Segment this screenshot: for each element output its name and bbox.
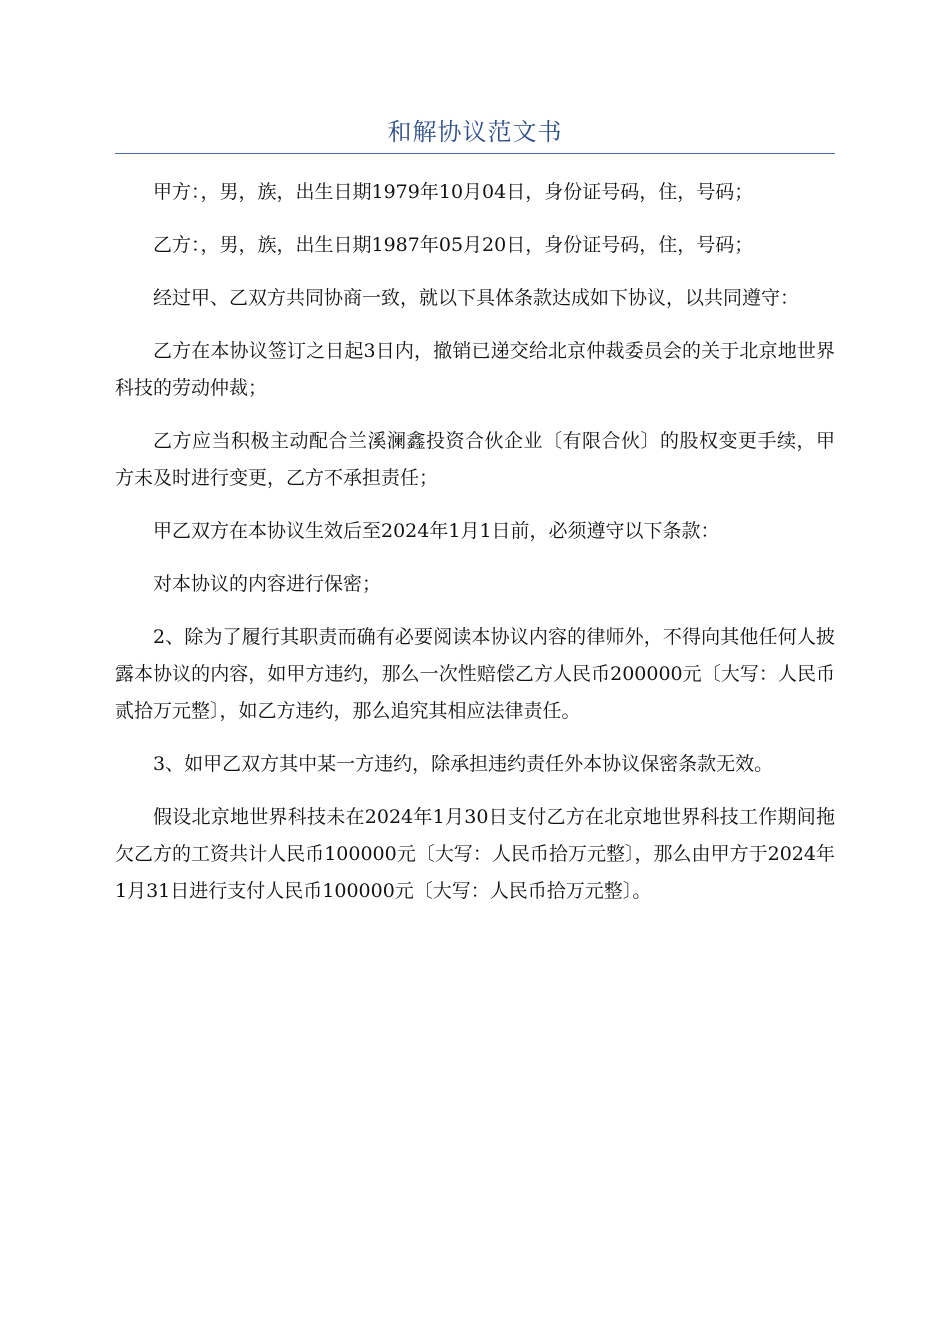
clause-paragraph: 乙方应当积极主动配合兰溪澜鑫投资合伙企业〔有限合伙〕的股权变更手续，甲方未及时进行变更，乙方不承担责任； bbox=[115, 430, 835, 489]
title-divider bbox=[115, 153, 835, 154]
clause-paragraph: 甲乙双方在本协议生效后至2024年1月1日前，必须遵守以下条款： bbox=[153, 520, 720, 542]
clause-paragraph: 2、除为了履行其职责而确有必要阅读本协议内容的律师外，不得向其他任何人披露本协议的内容，如甲方违约，那么一次性赔偿乙方人民币200000元〔大写：人民币贰拾万元整〕，如乙方违约，那么追究其相应法律责任。 bbox=[115, 626, 835, 722]
clause-paragraph: 对本协议的内容进行保密； bbox=[153, 573, 382, 595]
clause-paragraph: 3、如甲乙双方其中某一方违约，除承担违约责任外本协议保密条款无效。 bbox=[153, 753, 774, 775]
document-title: 和解协议范文书 bbox=[387, 118, 563, 146]
agreement-intro-paragraph: 经过甲、乙双方共同协商一致，就以下具体条款达成如下协议，以共同遵守： bbox=[153, 287, 800, 309]
clause-paragraph: 乙方在本协议签订之日起3日内，撤销已递交给北京仲裁委员会的关于北京地世界科技的劳动仲裁； bbox=[115, 340, 835, 399]
party-b-paragraph: 乙方：，男，族，出生日期1987年05月20日，身份证号码，住，号码； bbox=[153, 234, 754, 256]
clause-paragraph: 假设北京地世界科技未在2024年1月30日支付乙方在北京地世界科技工作期间拖欠乙方的工资共计人民币100000元〔大写：人民币拾万元整〕，那么由甲方于2024年1月31日进行支付人民币100000元〔大写：人民币拾万元整〕。 bbox=[115, 806, 835, 902]
document-body bbox=[115, 174, 835, 926]
party-a-paragraph: 甲方：，男，族，出生日期1979年10月04日，身份证号码，住，号码； bbox=[153, 181, 754, 203]
